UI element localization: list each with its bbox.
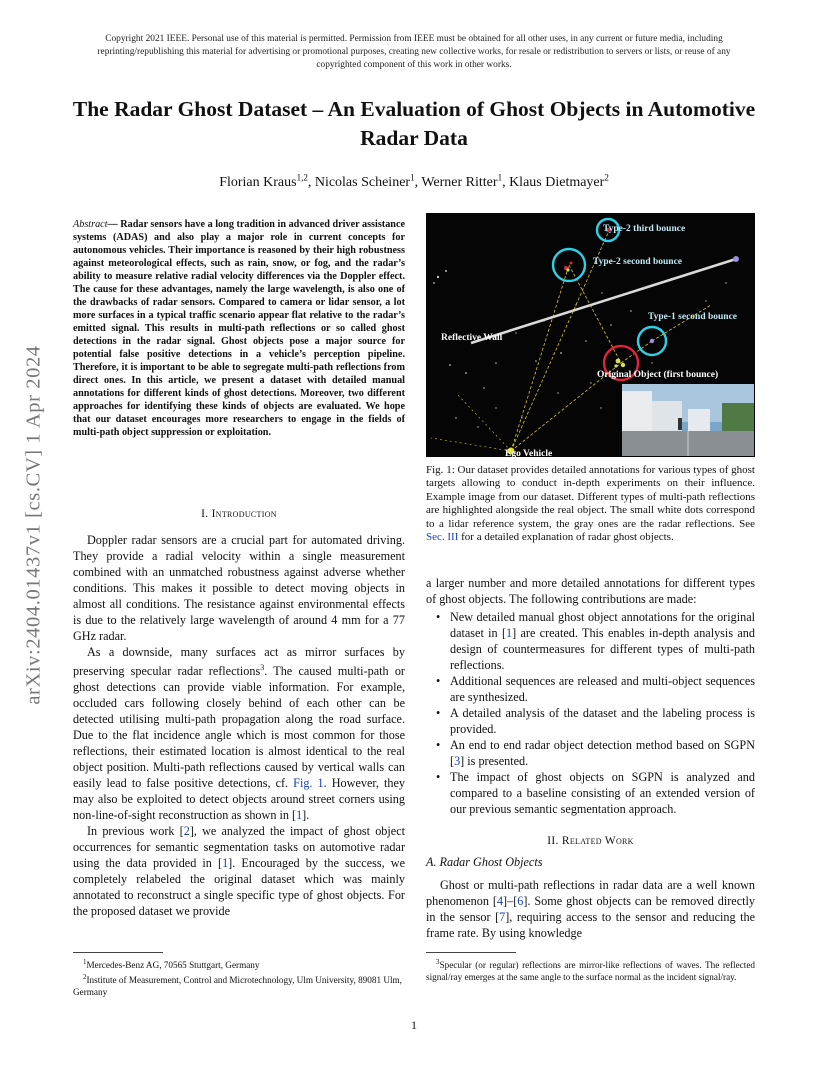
footnote: $^2$Institute of Measurement, Control and Microtechnology, Ulm University, 89081 Ulm, Germany [73, 973, 402, 998]
contributions-list [426, 609, 755, 817]
paragraph: Ghost or multi-path reflections in radar data are a well known phenomenon [4]–[6]. Some ghost objects can be removed directly in the sensor [7], requiring access to the sensor and reducing the frame rate. By using knowledge [426, 878, 755, 940]
paragraph: As a downside, many surfaces act as mirror surfaces by preserving specular radar reflections$^3$. The caused multi-path or ghost detections can provide viable information. For example, occluded cars following closely behind of each other can be detected utilising multi-path propagation along the road surface. Due to the flat incidence angle which is most common for those reflections, their estimated location is almost identical to the real object position. Multi-path reflections caused by vertical walls can easily lead to false positive detections, cf. Fig. 1. However, they may also be exploited to detect objects around street corners using non-line-of-sight reconstruction as shown in [1]. [73, 645, 406, 823]
type1-points [650, 339, 654, 343]
author: Klaus Dietmayer$^2$ [509, 172, 609, 190]
related-work-text [426, 877, 755, 941]
list-item: • The impact of ghost objects on SGPN is analyzed and compared to a baseline consisting of an extended version of our previous semantic segmentation approach. [426, 769, 755, 817]
footnote-specular: $^3$Specular (or regular) reflections are mirror-like reflections of waves. The reflected signal/ray emerges at the same angle to the surface normal as the incident signal/ray. [426, 958, 755, 983]
figure-radar-ghost-example [426, 213, 755, 457]
author: Florian Kraus$^{1,2}$, [219, 172, 315, 190]
caption-label: Fig. 1: [426, 464, 455, 476]
citation-link[interactable]: 1 [222, 856, 229, 871]
author-list [90, 172, 738, 191]
paragraph: Doppler radar sensors are a crucial part for automated driving. They provide a radial velocity within a single measurement combined with an unmatched robustness against adverse whether conditions. This makes it possible to detect moving objects in almost all conditions. The resistance against environmental effects is due to the relatively large wavelength of around 4 mm for a 77 GHz radar. [73, 533, 405, 643]
section-heading-introduction: I. Introduction [201, 508, 277, 520]
footnote: $^1$Mercedes-Benz AG, 70565 Stuttgart, Germany [83, 958, 260, 971]
citation-link[interactable]: 3 [454, 754, 461, 768]
label-ego-vehicle: Ego Vehicle [505, 449, 553, 457]
paper-title: The Radar Ghost Dataset – An Evaluation of Ghost Objects in Automotive Radar Data [72, 97, 756, 150]
author: Werner Ritter$^1$, [421, 172, 510, 190]
abstract-text: — Radar sensors have a long tradition in advanced driver assistance systems (ADAS) and also play a major role in current concepts for autonomous vehicles. Their importance is reasoned by their high robustness against meteorological effects, such as rain, snow, or fog, and the radar’s ability to measure relative radial velocity differences via the Doppler effect. The cause for these advantages, namely the large wavelength, is also one of the drawbacks of radar sensors. Compared to camera or lidar sensor, a lot more surfaces in a typical traffic scenario appear flat relative to the radar’s emitted signal. This results in multi-path reflections or so called ghost detections in the radar signal. Ghost objects pose a major source for potential false positive detections in a vehicle’s perception pipeline. Therefore, it is important to be able to segregate multi-path reflections from direct ones. In this article, we present a dataset with detailed manual annotations for different kinds of ghost detections. Moreover, two different approaches for identifying these kinds of objects are evaluated. We hope that our dataset encourages more researchers to engage in the fields of multi-path object suppression or exploitation. [73, 219, 405, 438]
citation-link[interactable]: 2 [183, 824, 190, 839]
radar-scene-plot [426, 213, 755, 457]
citation-link[interactable]: 4 [496, 894, 504, 908]
label-type2-second-bounce: Type-2 second bounce [593, 257, 683, 267]
figure-link[interactable]: Fig. 1 [293, 776, 324, 791]
list-item: • Additional sequences are released and multi-object sequences are synthesized. [426, 673, 755, 705]
list-item: • A detailed analysis of the dataset and the labeling process is provided. [426, 705, 755, 737]
list-item: • New detailed manual ghost object annotations for the original dataset in [1] are created. This enables in-depth analysis and design of countermeasures for different types of multi-path reflections. [426, 609, 755, 673]
citation-link[interactable]: 6 [517, 894, 524, 908]
paragraph: a larger number and more detailed annotations for different types of ghost objects. The following contributions are made: [426, 576, 755, 606]
list-item: • An end to end radar object detection method based on SGPN [3] is presented. [426, 737, 755, 769]
footnote-rule [426, 952, 516, 953]
camera-inset-photo [622, 384, 754, 456]
label-original-object: Original Object (first bounce) [597, 370, 719, 380]
subsection-heading: A. Radar Ghost Objects [426, 855, 543, 869]
citation-link[interactable]: 1 [506, 626, 513, 640]
footnote-rule [73, 952, 163, 953]
copyright-notice: Copyright 2021 IEEE. Personal use of this material is permitted. Permission from IEEE must be obtained for all other uses, in any current or future media, including reprinting/republishing this material for advertising or promotional purposes, creating new collective works, for resale or redistribution to servers or lists, or reuse of any copyrighted component of this work in other works. [97, 34, 731, 70]
label-type2-third-bounce: Type-2 third bounce [603, 224, 686, 234]
arxiv-identifier: arXiv:2404.01437v1 [cs.CV] 1 Apr 2024 [22, 345, 45, 705]
abstract [73, 218, 405, 439]
wall-endpoint [733, 256, 739, 262]
footnotes-affiliations [73, 956, 405, 998]
introduction-text [73, 532, 405, 919]
label-reflective-wall: Reflective Wall [441, 333, 503, 343]
page-number: 1 [411, 1018, 417, 1032]
author: Nicolas Scheiner$^1$, [314, 172, 422, 190]
right-column-text [426, 575, 755, 817]
figure-caption: Fig. 1: Our dataset provides detailed annotations for various types of ghost targets allowing to conduct in-depth experiments on their influence. Example image from our dataset. Different types of multi-path reflections are highlighted alongside the real object. The small white dots correspond to a lidar reference system, the gray ones are the radar reflections. See Sec. III for a detailed explanation of radar ghost objects. [426, 464, 755, 544]
citation-link[interactable]: 1 [296, 808, 303, 823]
abstract-label: Abstract [73, 219, 108, 230]
paragraph: In previous work [2], we analyzed the impact of ghost object occurrences for semantic segmentation tasks on automotive radar using the data provided in [1]. Encouraged by the success, we completely relabeled the original dataset which was mainly annotated to reconstruct a single specific type of ghost objects. For the proposed dataset we provide [73, 824, 405, 919]
section-heading-related-work: II. Related Work [547, 835, 634, 847]
section-link[interactable]: Sec. III [426, 531, 459, 544]
label-type1-second-bounce: Type-1 second bounce [648, 312, 738, 322]
citation-link[interactable]: 7 [499, 910, 506, 924]
